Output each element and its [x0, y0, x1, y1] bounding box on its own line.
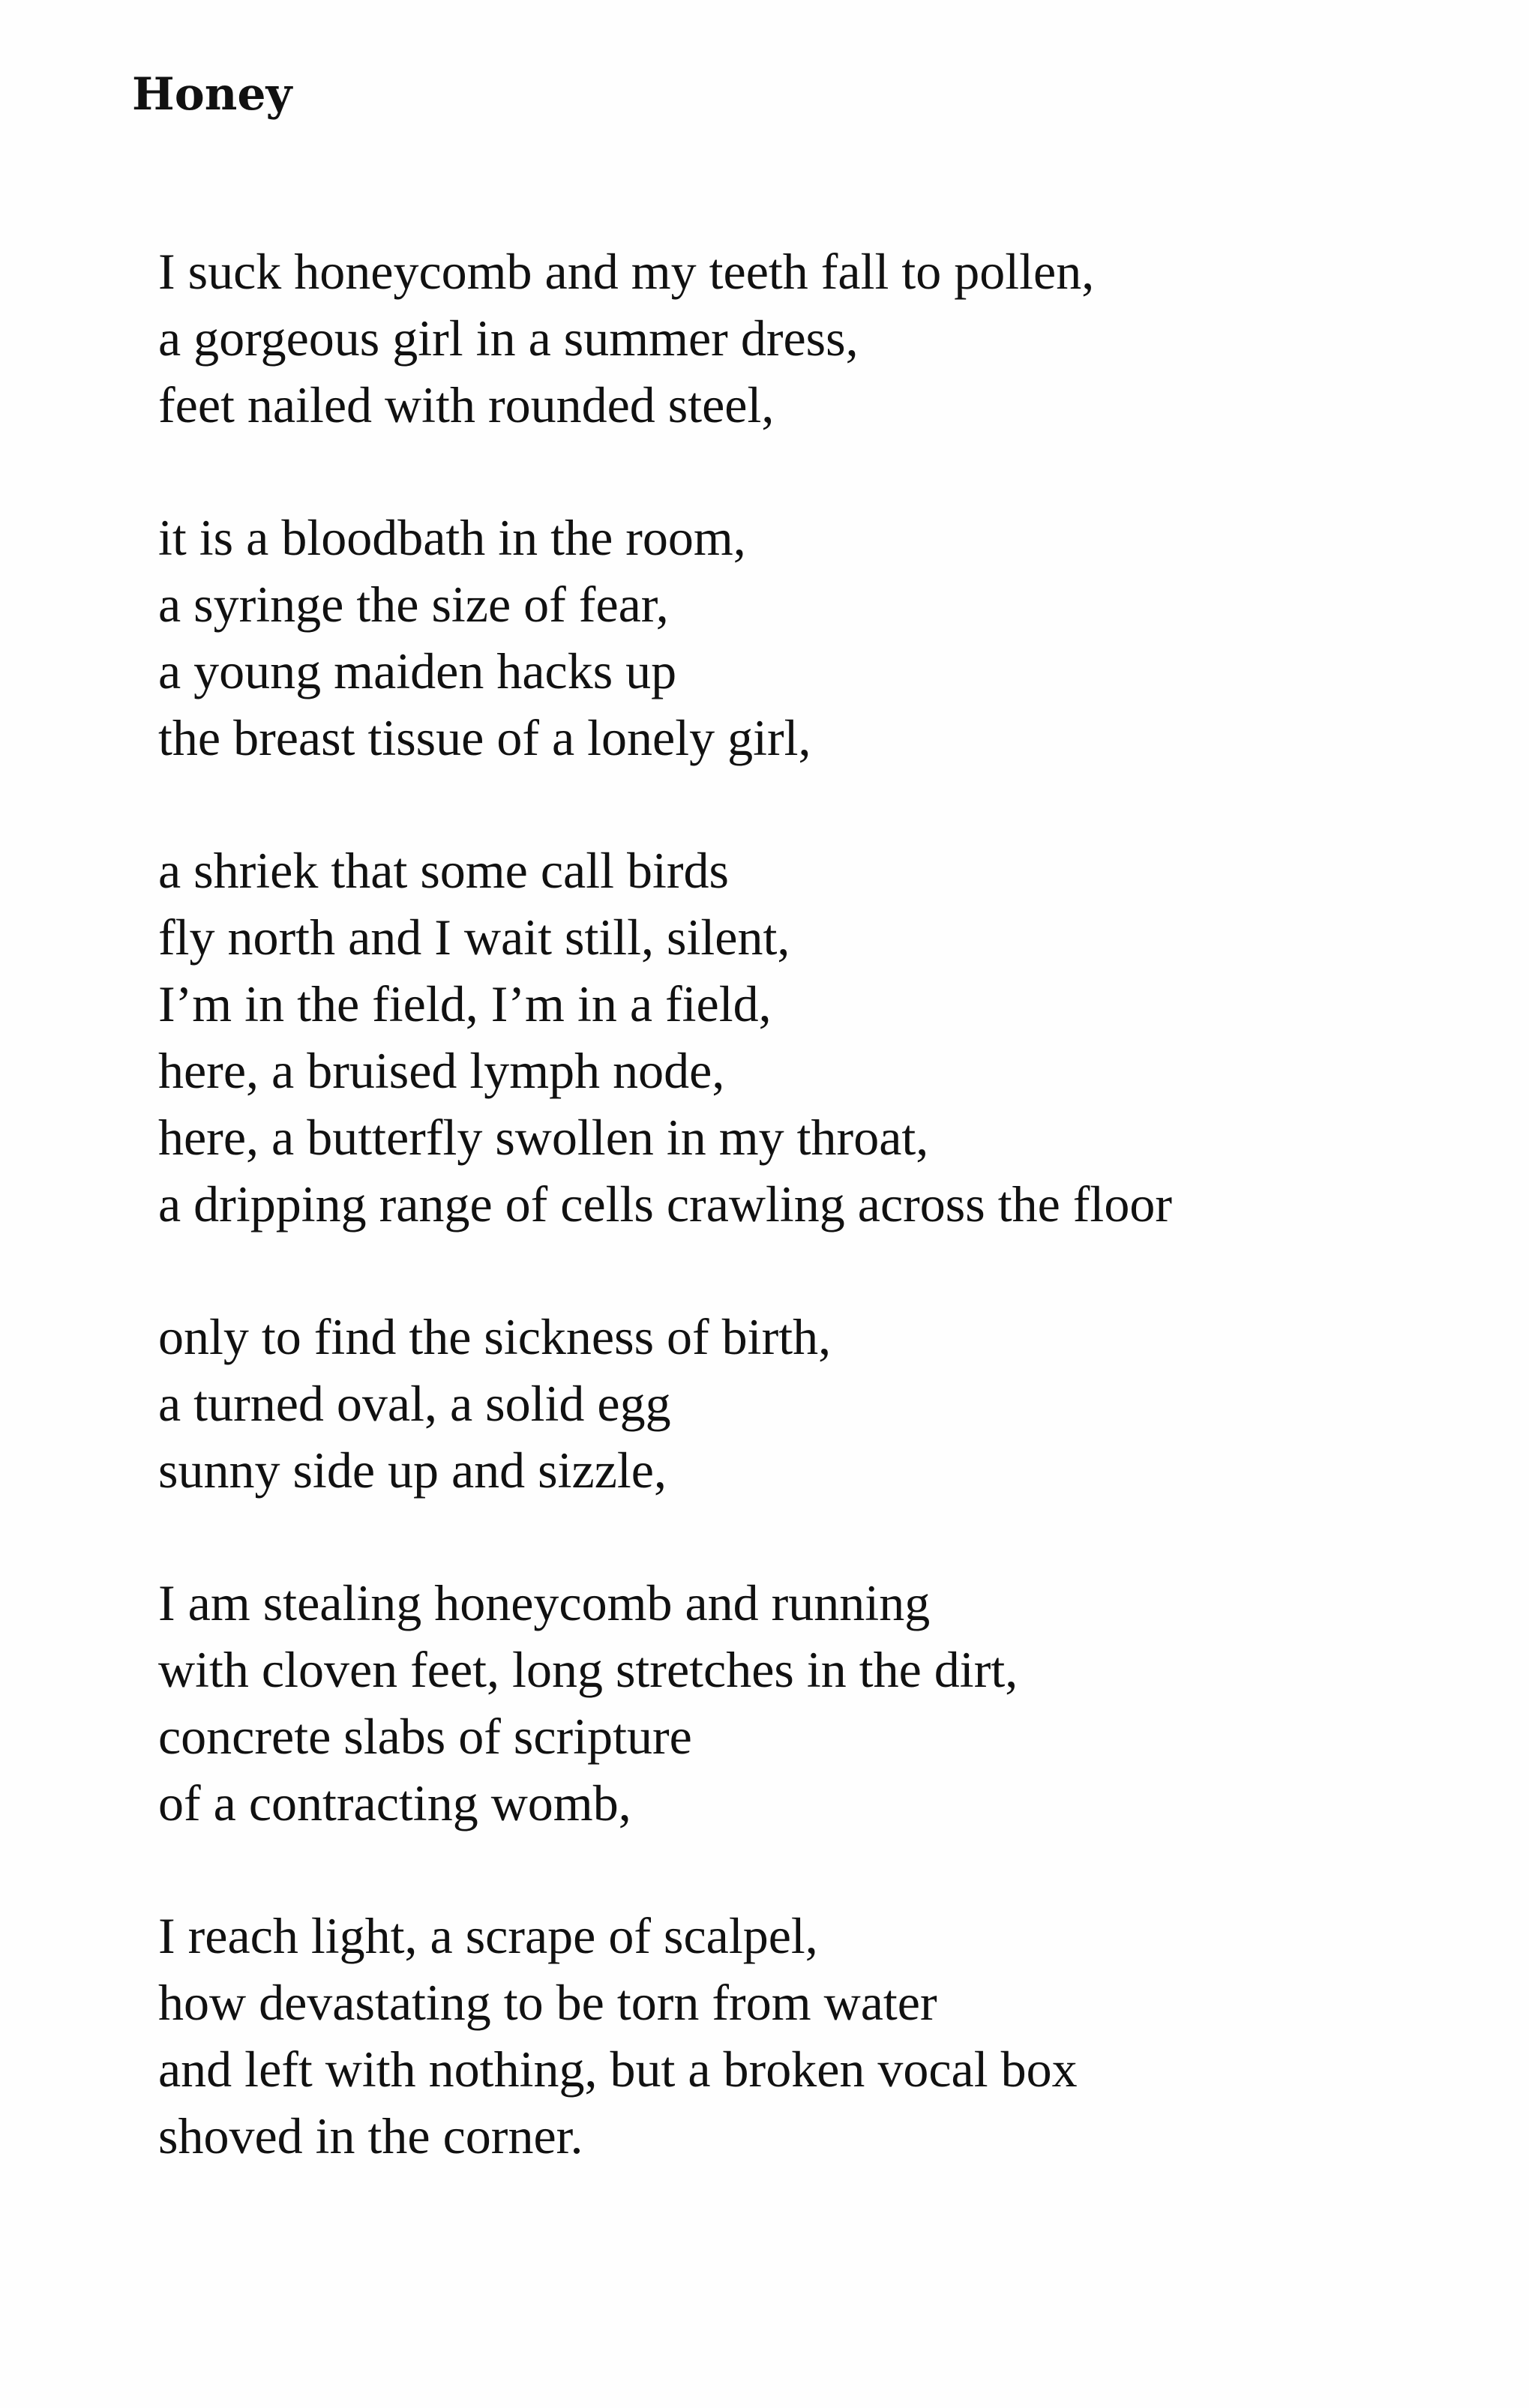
poem-line: a young maiden hacks up: [158, 642, 677, 699]
poem-line: fly north and I wait still, silent,: [158, 909, 790, 966]
stanza-1: [158, 238, 1493, 439]
poem-line: only to find the sickness of birth,: [158, 1308, 832, 1365]
poem-title: Honey: [132, 68, 292, 121]
poem-line: a syringe the size of fear,: [158, 576, 669, 633]
poem-line: a gorgeous girl in a summer dress,: [158, 310, 859, 367]
poem-line: a turned oval, a solid egg: [158, 1375, 671, 1432]
poem-line: here, a bruised lymph node,: [158, 1042, 725, 1099]
poem-line: I reach light, a scrape of scalpel,: [158, 1907, 818, 1964]
poem-line: concrete slabs of scripture: [158, 1708, 692, 1765]
poem-line: it is a bloodbath in the room,: [158, 509, 746, 566]
poem-line: I am stealing honeycomb and running: [158, 1574, 931, 1631]
poem-line: sunny side up and sizzle,: [158, 1442, 667, 1499]
poem-line: and left with nothing, but a broken vocal box: [158, 2041, 1078, 2098]
poem-line: with cloven feet, long stretches in the dirt,: [158, 1641, 1018, 1698]
poem-line: a shriek that some call birds: [158, 842, 730, 899]
poem-line: feet nailed with rounded steel,: [158, 376, 775, 433]
poem-line: a dripping range of cells crawling across the floor: [158, 1176, 1172, 1232]
poem-line: shoved in the corner.: [158, 2107, 583, 2164]
stanza-5: [158, 1570, 1493, 1837]
stanza-4: [158, 1304, 1493, 1504]
stanza-2: [158, 505, 1493, 771]
stanza-3: [158, 837, 1493, 1238]
poem-line: I’m in the field, I’m in a field,: [158, 975, 772, 1032]
poem-line: the breast tissue of a lonely girl,: [158, 709, 811, 766]
poem-body: [158, 238, 1493, 2236]
poem-line: here, a butterfly swollen in my throat,: [158, 1109, 929, 1166]
stanza-6: [158, 1903, 1493, 2170]
poem-line: of a contracting womb,: [158, 1775, 631, 1831]
poem-line: I suck honeycomb and my teeth fall to pollen,: [158, 243, 1095, 300]
poem-line: how devastating to be torn from water: [158, 1974, 937, 2031]
